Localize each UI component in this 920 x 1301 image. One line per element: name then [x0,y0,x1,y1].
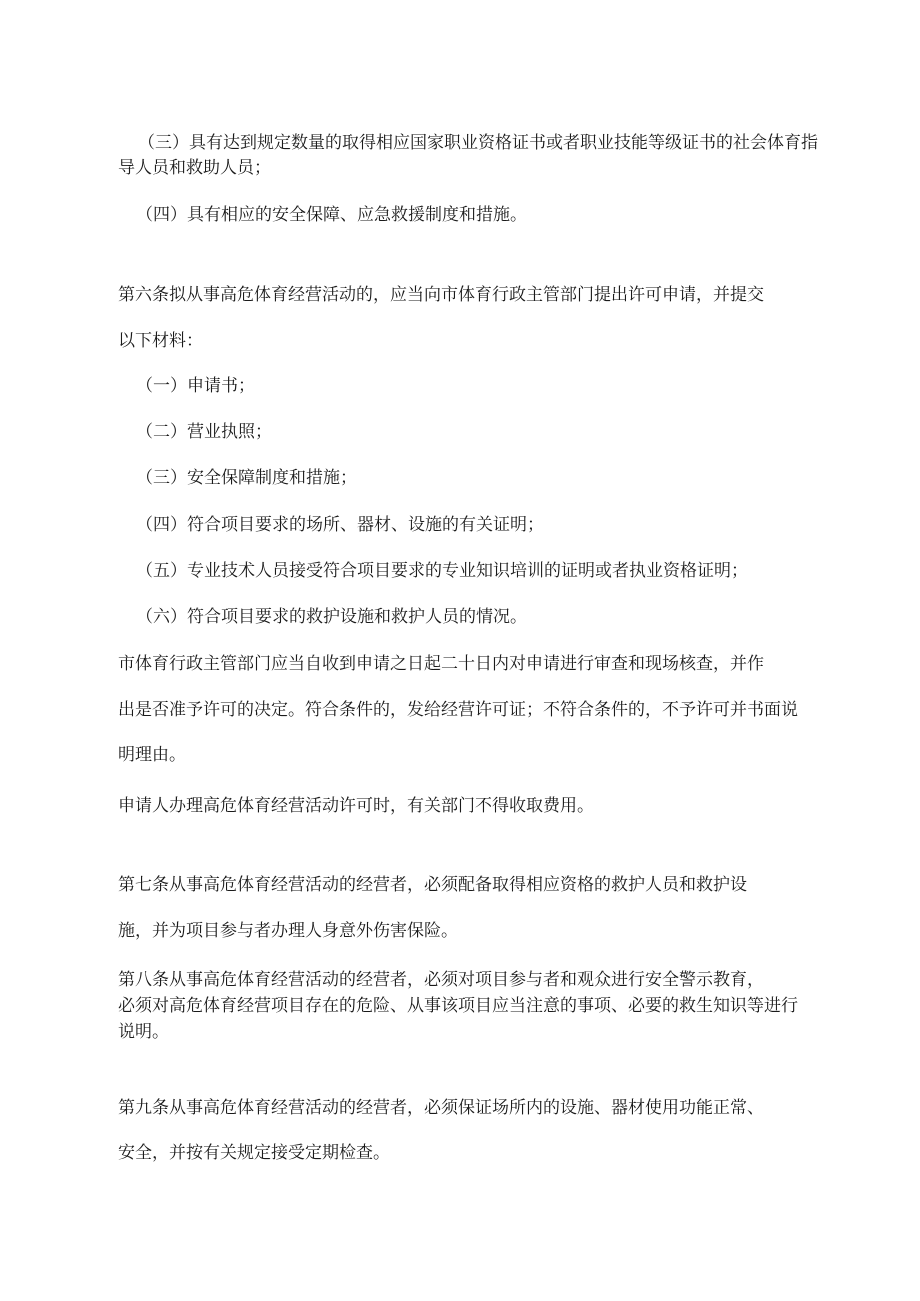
paragraph-text: （三）具有达到规定数量的取得相应国家职业资格证书或者职业技能等级证书的社会体育指导人员和救助人员； [118,133,818,178]
article-6-line-1: 第六条拟从事高危体育经营活动的，应当向市体育行政主管部门提出许可申请，并提交 [118,285,764,305]
paragraph-qualification-personnel [118,131,830,181]
article-6-line-2: 以下材料： [118,331,203,351]
paragraph-safety-measures: （四）具有相应的安全保障、应急救援制度和措施。 [136,205,527,225]
article-8-line-1: 第八条从事高危体育经营活动的经营者，必须对项目参与者和观众进行安全警示教育， [118,970,764,990]
article-8-line-3: 说明。 [118,1022,169,1042]
list-item-technical-staff: （五）专业技术人员接受符合项目要求的专业知识培训的证明或者执业资格证明； [136,561,748,581]
list-item-venue-proof: （四）符合项目要求的场所、器材、设施的有关证明； [136,515,544,535]
list-item-safety-system: （三）安全保障制度和措施； [136,468,357,488]
article-8-line-2: 必须对高危体育经营项目存在的危险、从事该项目应当注意的事项、必要的救生知识等进行 [118,996,798,1016]
list-item-application: （一）申请书； [136,376,255,396]
article-9-line-2: 安全，并按有关规定接受定期检查。 [118,1143,390,1163]
list-item-business-license: （二）营业执照； [136,422,272,442]
review-line-1: 市体育行政主管部门应当自收到申请之日起二十日内对申请进行审查和现场核查，并作 [118,654,764,674]
article-7-line-2: 施，并为项目参与者办理人身意外伤害保险。 [118,921,458,941]
article-7-line-1: 第七条从事高危体育经营活动的经营者，必须配备取得相应资格的救护人员和救护设 [118,875,747,895]
list-item-rescue-facilities: （六）符合项目要求的救护设施和救护人员的情况。 [136,607,527,627]
no-fees-paragraph: 申请人办理高危体育经营活动许可时，有关部门不得收取费用。 [118,796,594,816]
review-line-2: 出是否准予许可的决定。符合条件的，发给经营许可证；不符合条件的，不予许可并书面说 [118,700,798,720]
article-9-line-1: 第九条从事高危体育经营活动的经营者，必须保证场所内的设施、器材使用功能正常、 [118,1098,764,1118]
review-line-3: 明理由。 [118,745,186,765]
